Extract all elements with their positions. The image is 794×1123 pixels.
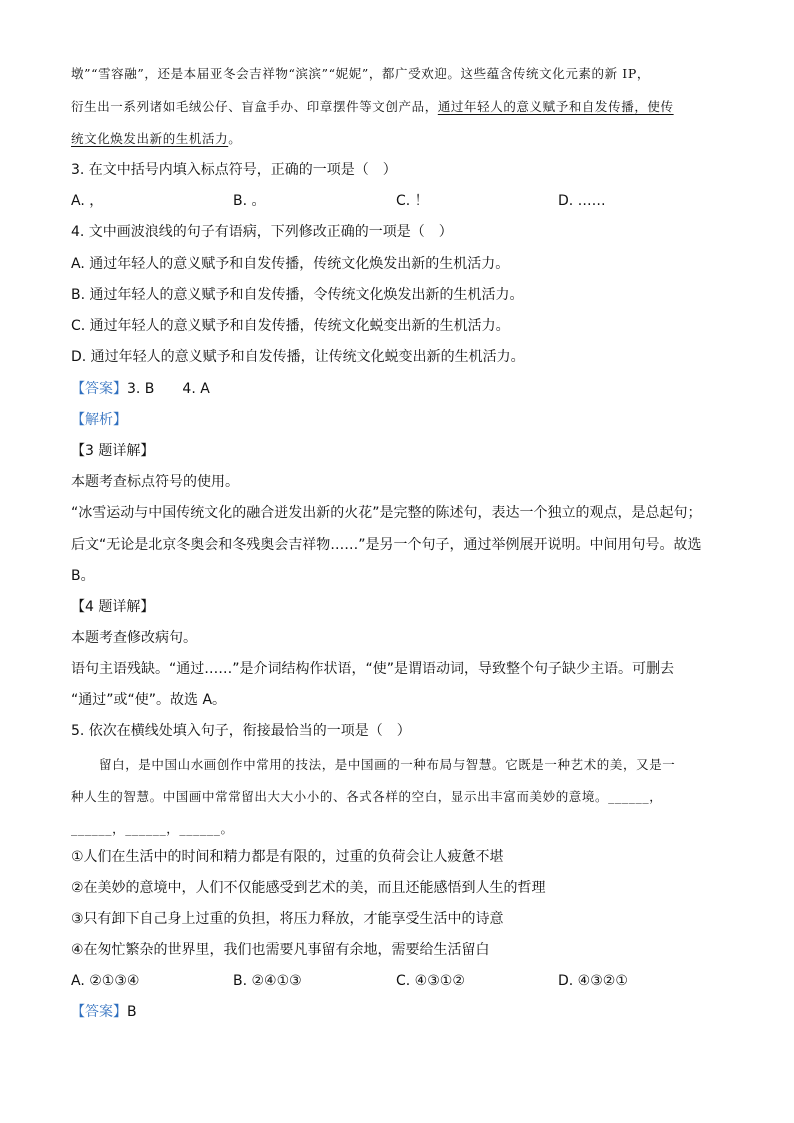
answer-row-1	[71, 379, 210, 399]
q5-option-b: B. ②④①③	[233, 973, 302, 989]
q5-passage-line-3: ______，______，______。	[71, 821, 234, 836]
detail-3-line-2: “冰雪运动与中国传统文化的融合迸发出新的火花”是完整的陈述句，表达一个独立的观点，是总起句；	[71, 505, 702, 521]
answer-text: 3. B 4. A	[127, 381, 210, 397]
q5-item-3: ③只有卸下自己身上过重的负担，将压力释放，才能享受生活中的诗意	[71, 911, 504, 927]
q4-option-a: A. 通过年轻人的意义赋予和自发传播，传统文化焕发出新的生机活力。	[71, 256, 510, 272]
passage-line-3-end: 。	[228, 131, 242, 146]
detail-3-line-3: 后文“无论是北京冬奥会和冬残奥会吉祥物……”是另一个句子，通过举例展开说明。中间用句号。故选	[71, 537, 702, 553]
q5-passage-line-2: 种人生的智慧。中国画中常常留出大大小小的、各式各样的空白，显示出丰富而美妙的意境。______，	[71, 789, 663, 804]
answer-tag-2: 【答案】	[71, 1004, 127, 1020]
detail-3-tag: 【3 题详解】	[71, 443, 155, 459]
detail-4-line-3: “通过”或“使”。故选 A。	[71, 692, 227, 708]
answer-text-2: B	[127, 1004, 137, 1020]
q3-option-c: C. ！	[396, 193, 429, 209]
q5-option-c: C. ④③①②	[396, 973, 465, 989]
answer-tag: 【答案】	[71, 381, 127, 397]
detail-4-line-2: 语句主语残缺。“通过……”是介词结构作状语，“使”是谓语动词，导致整个句子缺少主语。可删去	[71, 661, 675, 677]
q5-item-1: ①人们在生活中的时间和精力都是有限的，过重的负荷会让人疲惫不堪	[71, 849, 504, 865]
q5-item-2: ②在美妙的意境中，人们不仅能感受到艺术的美，而且还能感悟到人生的哲理	[71, 880, 546, 896]
passage-line-1: 墩”“雪容融”，还是本届亚冬会吉祥物“滨滨”“妮妮”，都广受欢迎。这些蕴含传统文化元素的新 IP，	[71, 66, 650, 81]
q5-item-4: ④在匆忙繁杂的世界里，我们也需要凡事留有余地，需要给生活留白	[71, 942, 490, 958]
detail-4-line-1: 本题考查修改病句。	[71, 630, 197, 646]
answer-row-2	[71, 1002, 137, 1022]
passage-line-3	[71, 129, 241, 149]
question-4-stem: 4. 文中画波浪线的句子有语病，下列修改正确的一项是（ ）	[71, 224, 453, 240]
detail-3-line-1: 本题考查标点符号的使用。	[71, 474, 239, 490]
q5-option-a: A. ②①③④	[71, 973, 140, 989]
question-3-stem: 3. 在文中括号内填入标点符号，正确的一项是（ ）	[71, 162, 397, 178]
q4-option-c: C. 通过年轻人的意义赋予和自发传播，传统文化蜕变出新的生机活力。	[71, 318, 510, 334]
passage-line-2-plain: 衍生出一系列诸如毛绒公仔、盲盒手办、印章摆件等文创产品，	[71, 99, 438, 114]
detail-4-tag: 【4 题详解】	[71, 599, 155, 615]
q4-option-b: B. 通过年轻人的意义赋予和自发传播，令传统文化焕发出新的生机活力。	[71, 287, 524, 303]
q5-option-d: D. ④③②①	[558, 973, 628, 989]
q3-option-d: D. ……	[558, 193, 606, 209]
passage-line-2	[71, 97, 674, 117]
detail-3-line-4: B。	[71, 568, 95, 584]
q5-passage-line-1: 留白，是中国山水画创作中常用的技法，是中国画的一种布局与智慧。它既是一种艺术的美，又是一	[99, 757, 676, 772]
q3-option-b: B. 。	[233, 193, 266, 209]
wavy-sentence-part-2: 统文化焕发出新的生机活力	[71, 131, 229, 146]
wavy-sentence-part-1: 通过年轻人的意义赋予和自发传播，使传	[437, 99, 674, 114]
q3-option-a: A. ，	[71, 193, 104, 209]
question-5-stem: 5. 依次在横线处填入句子，衔接最恰当的一项是（ ）	[71, 723, 411, 739]
q4-option-d: D. 通过年轻人的意义赋予和自发传播，让传统文化蜕变出新的生机活力。	[71, 349, 525, 365]
analysis-tag: 【解析】	[71, 412, 127, 428]
